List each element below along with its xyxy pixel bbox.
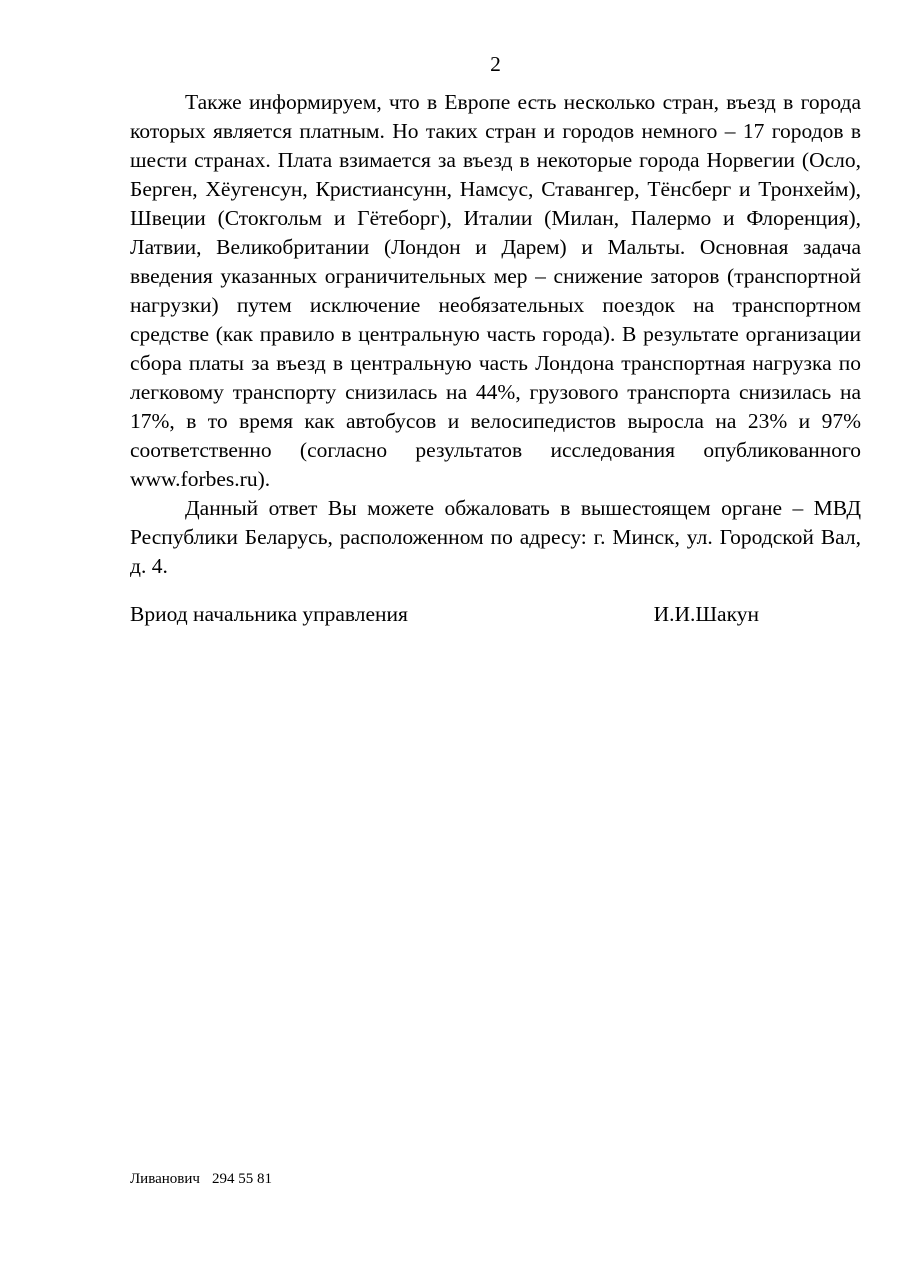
executor-name: Ливанович [130, 1171, 200, 1187]
document-body [130, 50, 861, 581]
executor-footer [130, 1170, 272, 1188]
executor-phone: 294 55 81 [211, 1171, 272, 1187]
paragraph-paid-entry-info: Также информируем, что в Европе есть несколько стран, въезд в города которых является платным. Но таких стран и городов немного – 17 городов в шести странах. Плата взимается за въезд в некоторые города Норвегии (Осло, Берген, Хёугенсун, Кристиансунн, Намсус, Ставангер, Тёнсберг и Тронхейм), Швеции (Стокгольм и Гётеборг), Италии (Милан, Палермо и Флоренция), Латвии, Великобритании (Лондон и Дарем) и Мальты. Основная задача введения указанных ограничительных мер – снижение заторов (транспортной нагрузки) путем исключение необязательных поездок на транспортном средстве (как правило в центральную часть города). В результате организации сбора платы за въезд в центральную часть Лондона транспортная нагрузка по легковому транспорту снизилась на 44%, грузового транспорта снизилась на 17%, в то время как автобусов и велосипедистов выросла на 23% и 97% соответственно (согласно результатов исследования опубликованного www.forbes.ru). [130, 90, 861, 491]
paragraph-appeal-info: Данный ответ Вы можете обжаловать в вышестоящем органе – МВД Республики Беларусь, расположенном по адресу: г. Минск, ул. Городской Вал, д. 4. [130, 496, 861, 578]
page-number: 2 [490, 52, 501, 76]
signature-block [130, 600, 861, 629]
signatory-position: Вриод начальника управления [130, 602, 408, 626]
signatory-name: И.И.Шакун [653, 602, 759, 626]
